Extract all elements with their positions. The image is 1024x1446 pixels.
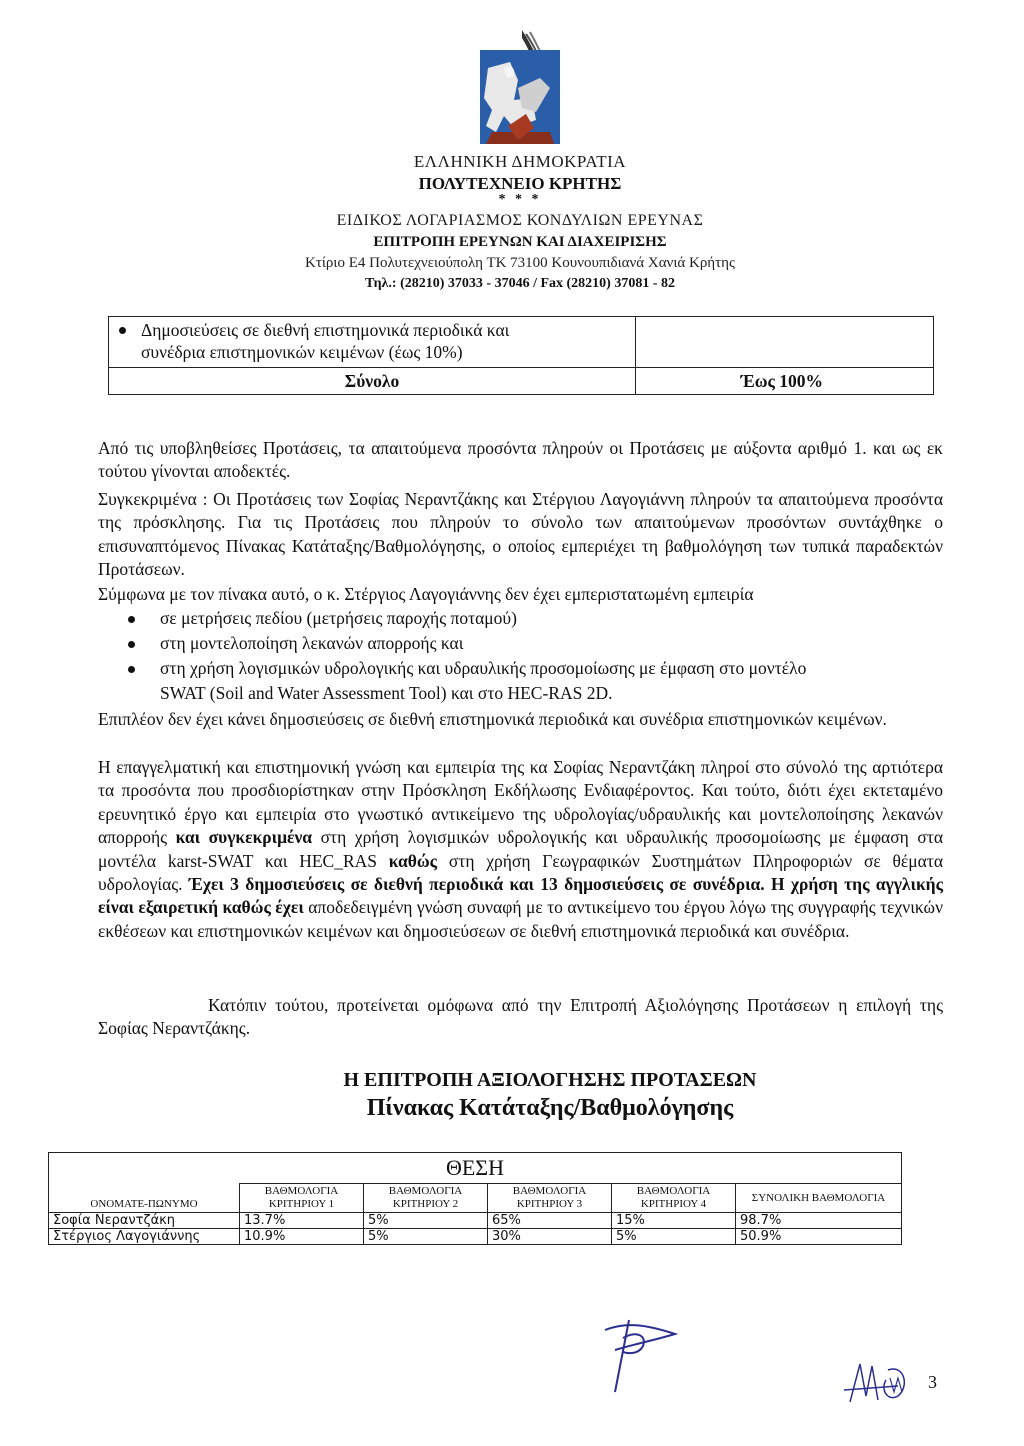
header-phone: Τηλ.: (28210) 37033 - 37046 / Fax (28210) 37081 - 82: [364, 276, 676, 291]
paragraph-4: Επιπλέον δεν έχει κάνει δημοσιεύσεις σε διεθνή επιστημονικά περιοδικά και συνέδρια επιστημονικών κειμένων.: [98, 709, 887, 729]
table-cell: Στέργιος Λαγογιάννης: [49, 1229, 240, 1245]
header-university: ΠΟΛΥΤΕΧΝΕΙΟ ΚΡΗΤΗΣ: [418, 174, 622, 193]
criteria-table: [108, 316, 934, 395]
total-value: Έως 100%: [636, 368, 934, 395]
bullet-item: [128, 632, 943, 655]
column-header: ΟΝΟΜΑΤΕ-ΠΩΝΥΜΟ: [49, 1184, 240, 1213]
bullet-icon: [128, 641, 135, 648]
table-row: [49, 1213, 902, 1229]
header-stars: * * *: [498, 192, 542, 207]
bullet-text: στη μοντελοποίηση λεκανών απορροής και: [160, 633, 464, 653]
paragraph-5-bold: Έχει 3 δημοσιεύσεις σε διεθνή περιοδικά και 13 δημοσιεύσεις σε συνέδρια. Η χρήση της αγγλικής είναι εξαιρετική καθώς έχει: [98, 874, 943, 918]
criteria-row: [109, 317, 636, 368]
paragraph-5: [98, 756, 943, 943]
bullet-icon: [119, 327, 126, 334]
paragraph-5-part: αποδεδειγμένη γνώση συναφή με το αντικείμενο του έργου λόγω της συγγραφής τεχνικών εκθέσεων και επιστημονικών κειμένων και δημοσιεύσεων σε διεθνή επιστημονικά περιοδικά και συνέδρια.: [98, 897, 943, 941]
bullet-text: στη χρήση λογισμικών υδρολογικής και υδραυλικής προσομοίωσης με έμφαση στο μοντέλο: [160, 658, 807, 678]
header-address: Κτίριο Ε4 Πολυτεχνειούπολη ΤΚ 73100 Κουνουπιδιανά Χανιά Κρήτης: [305, 255, 735, 271]
position-header: ΘΕΣΗ: [49, 1153, 902, 1184]
paragraph-5-bold: και συγκεκριμένα: [175, 827, 313, 848]
paragraph-5-part: στη χρήση Γεωγραφικών Συστημάτων Πληροφοριών σε θέματα υδρολογίας.: [98, 850, 943, 895]
header-country: ΕΛΛΗΝΙΚΗ ΔΗΜΟΚΡΑΤΙΑ: [413, 152, 627, 171]
table-cell: 5%: [364, 1229, 488, 1245]
bullet-icon: [128, 616, 135, 623]
table-cell: 65%: [488, 1213, 612, 1229]
table-cell: 5%: [364, 1213, 488, 1229]
ranking-table: [48, 1152, 902, 1245]
column-header: ΣΥΝΟΛΙΚΗ ΒΑΘΜΟΛΟΓΙΑ: [736, 1184, 902, 1213]
bullet-text: σε μετρήσεις πεδίου (μετρήσεις παροχής ποταμού): [160, 608, 517, 628]
bullet-item: [128, 657, 943, 680]
signature-1: [585, 1300, 695, 1400]
table-cell: 50.9%: [736, 1229, 902, 1245]
total-label: Σύνολο: [109, 368, 636, 395]
column-header: ΒΑΘΜΟΛΟΓΙΑ ΚΡΙΤΗΡΙΟΥ 1: [240, 1184, 364, 1213]
header-committee: ΕΠΙΤΡΟΠΗ ΕΡΕΥΝΩΝ ΚΑΙ ΔΙΑΧΕΙΡΙΣΗΣ: [373, 234, 667, 250]
committee-title: Η ΕΠΙΤΡΟΠΗ ΑΞΙΟΛΟΓΗΣΗΣ ΠΡΟΤΑΣΕΩΝ: [343, 1069, 757, 1091]
header-account: ΕΙΔΙΚΟΣ ΛΟΓΑΡΙΑΣΜΟΣ ΚΟΝΔΥΛΙΩΝ ΕΡΕΥΝΑΣ: [336, 212, 704, 229]
table-cell: 5%: [612, 1229, 736, 1245]
criteria-line-1: Δημοσιεύσεις σε διεθνή επιστημονικά περιοδικά και: [141, 320, 510, 340]
table-row: [49, 1229, 902, 1245]
table-cell: 13.7%: [240, 1213, 364, 1229]
table-cell: Σοφία Νεραντζάκη: [49, 1213, 240, 1229]
paragraph-5-bold: καθώς: [388, 850, 438, 871]
table-cell: 30%: [488, 1229, 612, 1245]
bullet-item-continuation: SWAT (Soil and Water Assessment Tool) και στο HEC-RAS 2D.: [160, 683, 613, 703]
university-logo: [474, 28, 568, 148]
column-header: ΒΑΘΜΟΛΟΓΙΑ ΚΡΙΤΗΡΙΟΥ 4: [612, 1184, 736, 1213]
ranking-table-title: Πίνακας Κατάταξης/Βαθμολόγησης: [366, 1095, 734, 1121]
paragraph-5-part: στη χρήση λογισμικών υδρολογικής και υδραυλικής προσομοίωσης με έμφαση στα μοντέλα karst-SWAT και HEC_RAS: [98, 827, 943, 871]
column-header: ΒΑΘΜΟΛΟΓΙΑ ΚΡΙΤΗΡΙΟΥ 3: [488, 1184, 612, 1213]
table-cell: 15%: [612, 1213, 736, 1229]
paragraph-3: Σύμφωνα με τον πίνακα αυτό, ο κ. Στέργιος Λαγογιάννης δεν έχει εμπεριστατωμένη εμπειρία: [98, 584, 754, 604]
paragraph-1: Από τις υποβληθείσες Προτάσεις, τα απαιτούμενα προσόντα πληρούν οι Προτάσεις με αύξοντα αριθμό 1. και ως εκ τούτου γίνονται αποδεκτές.: [98, 438, 943, 482]
paragraph-2: Συγκεκριμένα : Οι Προτάσεις των Σοφίας Νεραντζάκης και Στέργιου Λαγογιάννη πληρούν τα απαιτούμενα προσόντα της πρόσκλησης. Για τις Προτάσεις που πληρούν το σύνολο των απαιτούμενων προσόντων συντάχθηκε ο επισυναπτόμενος Πίνακας Κατάταξης/Βαθμολόγησης, ο οποίος εμπεριέχει τη βαθμολόγηση των τυπικά παραδεκτών Προτάσεων.: [98, 489, 943, 580]
criteria-line-2: συνέδρια επιστημονικών κειμένων (έως 10%): [141, 342, 463, 362]
paragraph-6: Κατόπιν τούτου, προτείνεται ομόφωνα από την Επιτροπή Αξιολόγησης Προτάσεων η επιλογή της Σοφίας Νεραντζάκης.: [98, 995, 943, 1039]
table-cell: 98.7%: [736, 1213, 902, 1229]
paragraph-5-part: Η επαγγελματική και επιστημονική γνώση και εμπειρία της κα Σοφίας Νεραντζάκη πληροί στο σύνολό της αρτιότερα τα προσόντα που προσδιορίστηκαν στην Πρόσκληση Εκδήλωσης Ενδιαφέροντος. Και τούτο, διότι έχει εκτεταμένο ερευνητικό έργο και εμπειρία στο γνωστικό αντικείμενο της υδρολογίας/υδραυλικής και μοντελοποίησης λεκανών απορροής: [98, 757, 943, 848]
bullet-item: [128, 607, 943, 630]
signature-2: [838, 1356, 910, 1408]
criteria-value-cell: [636, 317, 934, 368]
page-number: 3: [928, 1372, 937, 1392]
bullet-icon: [128, 666, 135, 673]
column-header: ΒΑΘΜΟΛΟΓΙΑ ΚΡΙΤΗΡΙΟΥ 2: [364, 1184, 488, 1213]
table-cell: 10.9%: [240, 1229, 364, 1245]
